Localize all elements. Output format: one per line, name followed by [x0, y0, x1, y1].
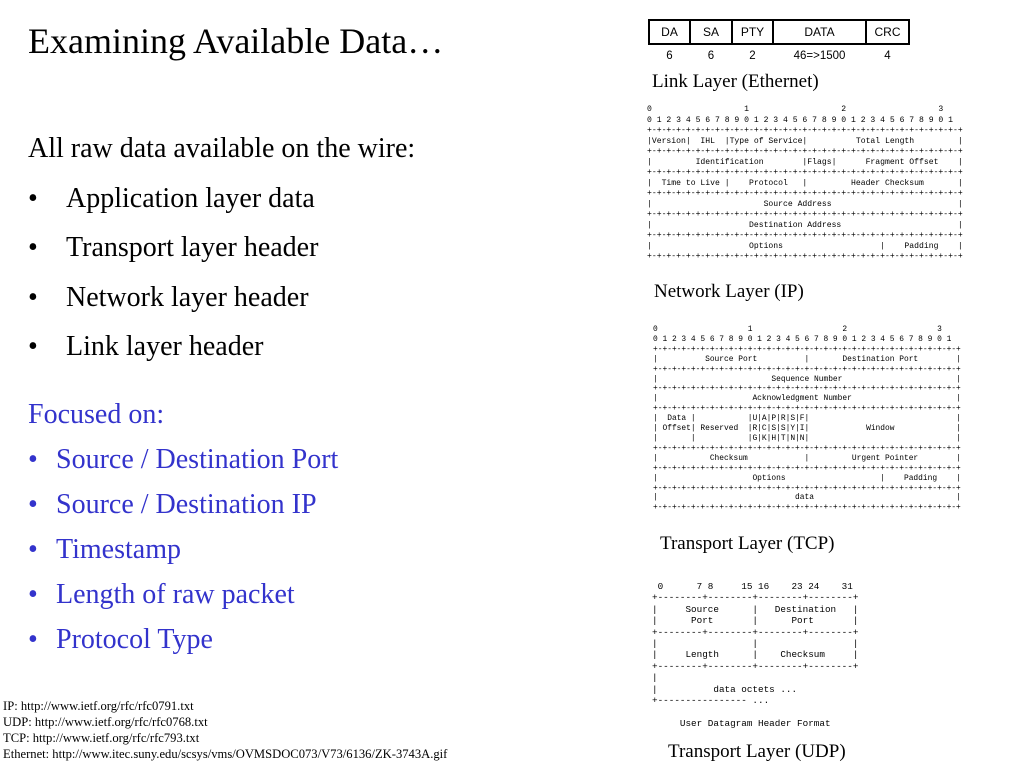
tcp-diagram-line: +-+-+-+-+-+-+-+-+-+-+-+-+-+-+-+-+-+-+-+-+-+-+-+-+-+-+-+-+-+-+-+-+ [653, 483, 961, 493]
reference-ip[interactable]: IP: http://www.ietf.org/rfc/rfc0791.txt [3, 699, 194, 713]
tcp-diagram-line: | Options | Padding | [653, 473, 961, 483]
focus-item: • Protocol Type [28, 617, 338, 662]
focus-item: • Length of raw packet [28, 572, 338, 617]
eth-size-data: 46=>1500 [793, 50, 846, 62]
ip-diagram-line: | Options | Padding | [647, 241, 963, 251]
tcp-diagram-line: | Source Port | Destination Port | [653, 354, 961, 364]
raw-data-item: • Application layer data [28, 174, 415, 224]
udp-diagram-line: 0 7 8 15 16 23 24 31 [652, 581, 853, 592]
ip-diagram-line: | Destination Address | [647, 220, 963, 230]
ip-diagram-line: +-+-+-+-+-+-+-+-+-+-+-+-+-+-+-+-+-+-+-+-+-+-+-+-+-+-+-+-+-+-+-+-+ [647, 210, 963, 219]
focus-item: • Source / Destination Port [28, 437, 338, 482]
ip-diagram-line: +-+-+-+-+-+-+-+-+-+-+-+-+-+-+-+-+-+-+-+-+-+-+-+-+-+-+-+-+-+-+-+-+ [647, 252, 963, 261]
bullet-marker: • [28, 579, 38, 610]
eth-field-data: DATA [772, 19, 867, 45]
raw-data-item: • Network layer header [28, 273, 415, 323]
tcp-diagram-line: | Offset| Reserved |R|C|S|S|Y|I| Window | [653, 424, 961, 434]
tcp-diagram-line: | Sequence Number | [653, 374, 961, 384]
reference-ethernet[interactable]: Ethernet: http://www.itec.suny.edu/scsys/vms/OVMSDOC073/V73/6136/ZK-3743A.gif [3, 747, 448, 761]
ip-diagram-line: +-+-+-+-+-+-+-+-+-+-+-+-+-+-+-+-+-+-+-+-+-+-+-+-+-+-+-+-+-+-+-+-+ [647, 147, 963, 156]
bullet-marker: • [28, 489, 38, 520]
eth-field-da: DA [648, 19, 691, 45]
reference-tcp[interactable]: TCP: http://www.ietf.org/rfc/rfc793.txt [3, 731, 200, 745]
udp-diagram-line: | Source | Destination | [652, 603, 859, 615]
udp-diagram-line: +--------+--------+--------+--------+ [652, 626, 859, 638]
ip-diagram-line: +-+-+-+-+-+-+-+-+-+-+-+-+-+-+-+-+-+-+-+-+-+-+-+-+-+-+-+-+-+-+-+-+ [647, 189, 963, 198]
ip-caption: Network Layer (IP) [654, 281, 804, 302]
tcp-diagram-line: +-+-+-+-+-+-+-+-+-+-+-+-+-+-+-+-+-+-+-+-+-+-+-+-+-+-+-+-+-+-+-+-+ [653, 344, 961, 354]
ip-diagram-line: 0 1 2 3 4 5 6 7 8 9 0 1 2 3 4 5 6 7 8 9 0 1 2 3 4 5 6 7 8 9 0 1 [647, 115, 953, 125]
ethernet-caption: Link Layer (Ethernet) [652, 71, 819, 92]
tcp-diagram-line: | data | [653, 493, 961, 503]
reference-udp[interactable]: UDP: http://www.ietf.org/rfc/rfc0768.txt [3, 715, 208, 729]
eth-size-crc: 4 [884, 50, 891, 62]
bullet-marker: • [28, 281, 38, 313]
tcp-diagram-line: +-+-+-+-+-+-+-+-+-+-+-+-+-+-+-+-+-+-+-+-+-+-+-+-+-+-+-+-+-+-+-+-+ [653, 503, 961, 513]
bullet-marker: • [28, 331, 38, 362]
focused-on-block [28, 392, 338, 662]
ip-diagram-line: 0 1 2 3 [647, 105, 944, 114]
bullet-marker: • [28, 534, 38, 565]
focus-item: • Source / Destination IP [28, 482, 338, 527]
bullet-marker: • [28, 444, 38, 475]
eth-size-sa: 6 [707, 50, 715, 62]
raw-data-item: • Transport layer header [28, 223, 415, 273]
eth-field-pty: PTY [731, 19, 774, 45]
ip-diagram-line: |Version| IHL |Type of Service| Total Length | [647, 136, 963, 146]
udp-caption: Transport Layer (UDP) [668, 741, 846, 762]
udp-diagram-line: +--------+--------+--------+--------+ [652, 660, 859, 672]
ip-diagram-line: | Identification |Flags| Fragment Offset | [647, 157, 963, 167]
udp-header-diagram [652, 581, 858, 729]
focus-item: • Timestamp [28, 527, 338, 572]
tcp-diagram-line: | Checksum | Urgent Pointer | [653, 453, 961, 463]
page-title: Examining Available Data… [28, 21, 444, 61]
tcp-diagram-line: | | |G|K|H|T|N|N| | [653, 433, 961, 443]
udp-diagram-line: +---------------- ... [652, 695, 770, 707]
ip-diagram-line: | Time to Live | Protocol | Header Checksum | [647, 178, 963, 188]
tcp-diagram-line: 0 1 2 3 4 5 6 7 8 9 0 1 2 3 4 5 6 7 8 9 0 1 2 3 4 5 6 7 8 9 0 1 [653, 334, 952, 344]
tcp-diagram-line: | Data | |U|A|P|R|S|F| | [653, 414, 961, 424]
eth-size-da: 6 [666, 50, 673, 62]
udp-diagram-line: | [652, 672, 658, 684]
tcp-diagram-line: +-+-+-+-+-+-+-+-+-+-+-+-+-+-+-+-+-+-+-+-+-+-+-+-+-+-+-+-+-+-+-+-+ [653, 463, 961, 473]
udp-diagram-line: | Port | Port | [652, 615, 859, 627]
udp-diagram-line: | data octets ... [652, 683, 798, 695]
bullet-marker: • [28, 182, 38, 214]
ip-header-diagram [647, 105, 963, 263]
tcp-diagram-line: +-+-+-+-+-+-+-+-+-+-+-+-+-+-+-+-+-+-+-+-+-+-+-+-+-+-+-+-+-+-+-+-+ [653, 384, 961, 394]
raw-data-block [28, 124, 415, 372]
bullet-marker: • [28, 232, 38, 263]
ip-diagram-line: | Source Address | [647, 199, 963, 209]
reference-links [3, 698, 447, 762]
tcp-diagram-line: | Acknowledgment Number | [653, 394, 961, 404]
focused-on-heading: Focused on: [28, 399, 165, 430]
eth-field-crc: CRC [865, 19, 910, 45]
tcp-diagram-line: +-+-+-+-+-+-+-+-+-+-+-+-+-+-+-+-+-+-+-+-+-+-+-+-+-+-+-+-+-+-+-+-+ [653, 364, 961, 374]
tcp-caption: Transport Layer (TCP) [660, 533, 835, 554]
ip-diagram-line: +-+-+-+-+-+-+-+-+-+-+-+-+-+-+-+-+-+-+-+-+-+-+-+-+-+-+-+-+-+-+-+-+ [647, 231, 963, 240]
ip-diagram-line: +-+-+-+-+-+-+-+-+-+-+-+-+-+-+-+-+-+-+-+-+-+-+-+-+-+-+-+-+-+-+-+-+ [647, 168, 963, 177]
eth-field-sa: SA [689, 19, 733, 45]
eth-size-pty: 2 [749, 50, 756, 62]
udp-diagram-line: User Datagram Header Format [652, 717, 831, 729]
tcp-header-diagram [653, 325, 961, 513]
ip-diagram-line: +-+-+-+-+-+-+-+-+-+-+-+-+-+-+-+-+-+-+-+-+-+-+-+-+-+-+-+-+-+-+-+-+ [647, 126, 963, 135]
tcp-diagram-line: +-+-+-+-+-+-+-+-+-+-+-+-+-+-+-+-+-+-+-+-+-+-+-+-+-+-+-+-+-+-+-+-+ [653, 443, 961, 453]
tcp-diagram-line: 0 1 2 3 [653, 325, 942, 334]
tcp-diagram-line: +-+-+-+-+-+-+-+-+-+-+-+-+-+-+-+-+-+-+-+-+-+-+-+-+-+-+-+-+-+-+-+-+ [653, 404, 961, 414]
raw-data-item: • Link layer header [28, 322, 415, 372]
udp-diagram-line: | | | [652, 638, 859, 650]
udp-diagram-line [652, 706, 858, 717]
udp-diagram-line: | Length | Checksum | [652, 649, 859, 661]
bullet-marker: • [28, 624, 38, 655]
udp-diagram-line: +--------+--------+--------+--------+ [652, 592, 859, 604]
raw-data-heading: All raw data available on the wire: [28, 133, 416, 164]
